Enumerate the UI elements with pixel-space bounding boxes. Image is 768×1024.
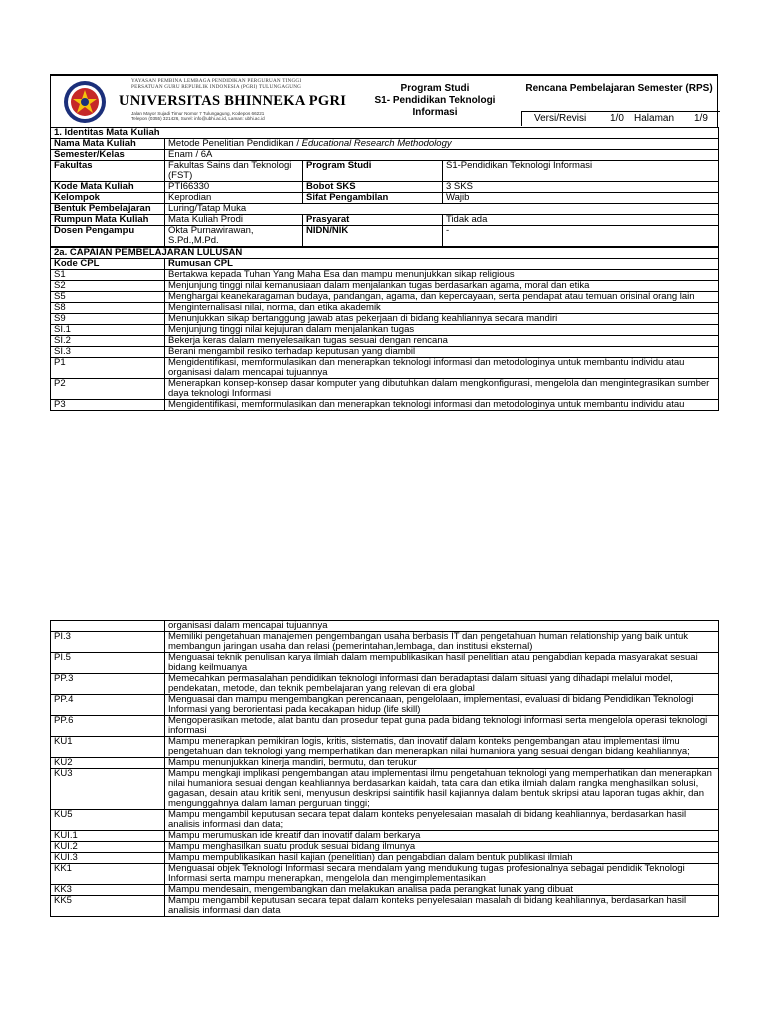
cpl-code: PP.4 [51,695,165,716]
table-row [51,853,719,864]
nidn-label: NIDN/NIK [303,226,443,247]
cpl-code: KK3 [51,885,165,896]
nature-value: Wajib [443,193,719,204]
university-name: UNIVERSITAS BHINNEKA PGRI [119,93,347,109]
cpl-code: SI.2 [51,336,165,347]
nidn-value: - [443,226,719,247]
cpl-code: P2 [51,379,165,400]
semester-label: Semester/Kelas [51,150,165,161]
cpl-rows-page2 [51,621,719,917]
cpl-table [50,247,719,411]
cpl-description: Mampu mengambil keputusan secara tepat dalam konteks penyelesaian masalah di bidang keahliannya, berdasarkan hasil analisis informasi dan data; [165,810,719,831]
cpl-code: P1 [51,358,165,379]
table-row [51,303,719,314]
table-row [51,336,719,347]
version-value: 1/0 [610,113,624,124]
cpl-code: P3 [51,400,165,411]
learning-form-label: Bentuk Pembelajaran [51,204,165,215]
cpl-code: SI.3 [51,347,165,358]
university-address: Jalan Mayor Sujadi Timur Nomor 7 Tulungagung, Kodepos 66221 Telepon (0355) 321426, Surel: info@ubhi.ac.id, Laman: ubhi.ac.id [131,111,265,122]
cpl-description: Menjunjung tinggi nilai kemanusiaan dalam menjalankan tugas berdasarkan agama, moral dan etika [165,281,719,292]
table-row [51,831,719,842]
university-logo [63,80,107,124]
cpl-description: Mampu menghasilkan suatu produk sesuai bidang ilmunya [165,842,719,853]
cpl-description: Menguasai dan mampu mengembangkan perencanaan, pengelolaan, implementasi, evaluasi di bidang Pendidikan Teknologi Informasi yang berorientasi pada kecakapan hidup (life skill) [165,695,719,716]
table-row [51,653,719,674]
cpl-code: KUI.2 [51,842,165,853]
page-value: 1/9 [694,113,708,124]
page-label: Halaman [634,113,675,124]
cpl-rows-page1 [51,270,719,411]
document-header [50,74,718,127]
foundation-name: YAYASAN PEMBINA LEMBAGA PENDIDIKAN PERGURUAN TINGGI PERSATUAN GURU REPUBLIK INDONESIA (PGRI) TULUNGAGUNG [131,78,302,90]
course-name-value: Metode Penelitian Pendidikan / Educational Research Methodology [165,139,719,150]
table-row [51,758,719,769]
table-row [51,379,719,400]
cpl-description: Mampu menunjukkan kinerja mandiri, bermutu, dan terukur [165,758,719,769]
table-row [51,621,719,632]
cpl-description: Memecahkan permasalahan pendidikan teknologi informasi dan beradaptasi dalam situasi yang dihadapi melalui model, pendekatan, metode, dan teknik pembelajaran yang relevan di era global [165,674,719,695]
table-row [51,737,719,758]
cpl-code: SI.1 [51,325,165,336]
cpl-code: S2 [51,281,165,292]
cpl-description: Mampu mendesain, mengembangkan dan melakukan analisa pada perangkat lunak yang dibuat [165,885,719,896]
cpl-code: KU3 [51,769,165,810]
faculty-value: Fakultas Sains dan Teknologi (FST) [165,161,303,182]
group-label: Kelompok [51,193,165,204]
cpl-desc-header: Rumusan CPL [165,259,719,270]
cpl-description: Bekerja keras dalam menyelesaikan tugas sesuai dengan rencana [165,336,719,347]
table-row [51,885,719,896]
cpl-section-title: 2a. CAPAIAN PEMBELAJARAN LULUSAN [51,248,719,259]
cpl-code: KUI.3 [51,853,165,864]
table-row [51,716,719,737]
cpl-description: Berani mengambil resiko terhadap keputusan yang diambil [165,347,719,358]
cpl-code: PI.5 [51,653,165,674]
table-row [51,292,719,303]
cpl-description: Menghargai keanekaragaman budaya, pandangan, agama, dan kepercayaan, serta pendapat atau temuan orisinal orang lain [165,292,719,303]
table-row [51,347,719,358]
table-row [51,270,719,281]
identity-section-title: 1. Identitas Mata Kuliah [51,128,719,139]
cpl-code: KK5 [51,896,165,917]
prerequisite-label: Prasyarat [303,215,443,226]
cpl-code: S9 [51,314,165,325]
program-label: Program Studi [303,161,443,182]
cpl-code: S5 [51,292,165,303]
table-row [51,842,719,853]
cpl-code: PI.3 [51,632,165,653]
cpl-description: Menginternalisasi nilai, norma, dan etika akademik [165,303,719,314]
cpl-description: Mengoperasikan metode, alat bantu dan prosedur tepat guna pada bidang teknologi informasi serta mengelola operasi teknologi informasi [165,716,719,737]
cpl-description: Mengidentifikasi, memformulasikan dan menerapkan teknologi informasi dan metodologinya untuk membantu individu atau [165,400,719,411]
program-value: S1-Pendidikan Teknologi Informasi [443,161,719,182]
program-study-heading: Program Studi S1- Pendidikan Teknologi Informasi [374,83,496,118]
course-cluster-value: Mata Kuliah Prodi [165,215,303,226]
cpl-description: Mampu mempublikasikan hasil kajian (penelitian) dan pengabdian dalam bentuk publikasi ilmiah [165,853,719,864]
lecturer-label: Dosen Pengampu [51,226,165,247]
lecturer-value: Okta Purnawirawan, S.Pd.,M.Pd. [165,226,303,247]
cpl-description: Mengidentifikasi, memformulasikan dan menerapkan teknologi informasi dan metodologinya untuk membantu individu atau organisasi dalam mencapai tujuannya [165,358,719,379]
prerequisite-value: Tidak ada [443,215,719,226]
cpl-description: Mampu mengkaji implikasi pengembangan atau implementasi ilmu pengetahuan teknologi yang memperhatikan dan menerapkan nilai humaniora sesuai dengan keahliannya berdasarkan kaidah, tata cara dan etika ilmiah dalam rangka menghasilkan solusi, gagasan, desain atau kritik seni, menyusun deskripsi saintifik hasil kajiannya dalam bentuk skripsi atau laporan tugas akhir, dan mengunggahnya dalam laman perguruan tinggi; [165,769,719,810]
group-value: Keprodian [165,193,303,204]
table-row [51,632,719,653]
table-row [51,769,719,810]
cpl-code: KU2 [51,758,165,769]
cpl-code-header: Kode CPL [51,259,165,270]
cpl-description: Bertakwa kepada Tuhan Yang Maha Esa dan mampu menunjukkan sikap religious [165,270,719,281]
course-name-label: Nama Mata Kuliah [51,139,165,150]
cpl-description: organisasi dalam mencapai tujuannya [165,621,719,632]
table-row [51,314,719,325]
cpl-description: Mampu mengambil keputusan secara tepat dalam konteks penyelesaian masalah di bidang keahliannya, berdasarkan hasil analisis informasi dan data [165,896,719,917]
cpl-code: S8 [51,303,165,314]
table-row [51,358,719,379]
learning-form-value: Luring/Tatap Muka [165,204,719,215]
rps-title: Rencana Pembelajaran Semester (RPS) [525,83,713,94]
cpl-description: Menguasai teknik penulisan karya ilmiah dalam mempublikasikan hasil penelitian atau pengabdian kepada masyarakat sesuai bidang keilmuanya [165,653,719,674]
cpl-table-continued [50,620,719,917]
faculty-label: Fakultas [51,161,165,182]
table-row [51,864,719,885]
cpl-code: KU5 [51,810,165,831]
course-code-label: Kode Mata Kuliah [51,182,165,193]
table-row [51,674,719,695]
cpl-description: Mampu menerapkan pemikiran logis, kritis, sistematis, dan inovatif dalam konteks pengembangan atau implementasi ilmu pengetahuan dan teknologi yang memperhatikan dan menerapkan nilai humaniora yang sesuai dengan bidang keahliannya; [165,737,719,758]
course-cluster-label: Rumpun Mata Kuliah [51,215,165,226]
cpl-description: Memiliki pengetahuan manajemen pengembangan usaha berbasis IT dan pengetahuan human relationship yang baik untuk membangun jaringan usaha dan relasi (pemerintahan,lembaga, dan institusi eksternal) [165,632,719,653]
course-code-value: PTI66330 [165,182,303,193]
cpl-description: Menguasai objek Teknologi Informasi secara mendalam yang mendukung tugas profesionalnya sebagai pendidik Teknologi Informasi serta mampu menerapkan, mengelola dan mengimplementasikan [165,864,719,885]
cpl-code: KU1 [51,737,165,758]
cpl-description: Menerapkan konsep-konsep dasar komputer yang dibutuhkan dalam mengkonfigurasi, mengelola dan mengintegrasikan sumber daya teknologi Informasi [165,379,719,400]
cpl-code: KK1 [51,864,165,885]
cpl-code: KUI.1 [51,831,165,842]
credit-value: 3 SKS [443,182,719,193]
cpl-description: Mampu merumuskan ide kreatif dan inovatif dalam berkarya [165,831,719,842]
cpl-code: S1 [51,270,165,281]
table-row [51,896,719,917]
version-label: Versi/Revisi [534,113,587,124]
table-row [51,325,719,336]
semester-value: Enam / 6A [165,150,719,161]
cpl-description: Menjunjung tinggi nilai kejujuran dalam menjalankan tugas [165,325,719,336]
credit-label: Bobot SKS [303,182,443,193]
cpl-code: PP.3 [51,674,165,695]
cpl-code [51,621,165,632]
cpl-description: Menunjukkan sikap bertanggung jawab atas pekerjaan di bidang keahliannya secara mandiri [165,314,719,325]
nature-label: Sifat Pengambilan [303,193,443,204]
table-row [51,810,719,831]
page-1 [50,74,718,411]
version-box [521,111,720,126]
cpl-code: PP.6 [51,716,165,737]
table-row [51,400,719,411]
table-row [51,695,719,716]
identity-table [50,127,719,247]
table-row [51,281,719,292]
page-2 [50,620,718,917]
